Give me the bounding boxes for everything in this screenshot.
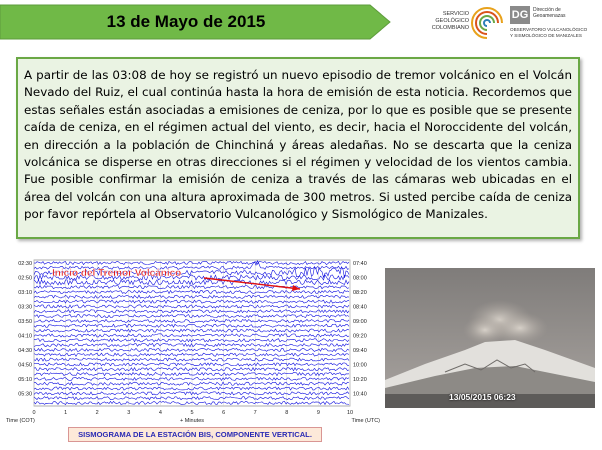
left-time-label: 03:10: [18, 289, 32, 296]
x-tick-label: 2: [95, 410, 99, 416]
date-banner: [0, 5, 392, 39]
dg-mark: DG: [510, 6, 530, 24]
right-time-label: 10:00: [353, 362, 367, 369]
dg-side-line-2: Geoamenazas: [533, 13, 566, 19]
sgc-line-3: COLOMBIANO: [431, 25, 469, 31]
seismogram-caption: SISMOGRAMA DE LA ESTACIÓN BIS, COMPONENTE VERTICAL.: [68, 427, 322, 442]
seismogram-figure: [4, 258, 382, 424]
right-time-label: 09:20: [353, 333, 367, 340]
dg-side-text: [533, 7, 566, 19]
left-axis-label: Time (COT): [6, 418, 35, 424]
right-time-label: 07:40: [353, 261, 367, 267]
volcano-photo: [385, 268, 595, 408]
dg-logo: [510, 4, 600, 42]
left-time-label: 02:30: [18, 261, 32, 267]
dg-bottom-line-1: OBSERVATORIO VULCANOLÓGICO: [510, 27, 588, 32]
sgc-line-1: SERVICIO: [442, 11, 469, 17]
x-tick-label: 10: [346, 410, 354, 416]
right-time-label: 08:20: [353, 289, 367, 296]
x-tick-label: 1: [64, 410, 68, 416]
left-time-label: 05:10: [18, 376, 32, 383]
right-axis-label: Time (UTC): [351, 418, 380, 424]
right-time-label: 10:20: [353, 376, 367, 383]
bulletin-paragraph: A partir de las 03:08 de hoy se registró un nuevo episodio de tremor volcánico en el Volcán Nevado del Ruiz, el cual continúa hasta la hora de emisión de esta noticia. Recordemos que estas señales están asociadas a emisiones de ceniza, por lo que es posible que se presente caída de ceniza, en el régimen actual del viento, es decir, hacia el Noroccidente del volcán, en dirección a la población de Chinchiná y áreas aledañas. No se descarta que la ceniza volcánica se disperse en otras direcciones si el régimen y velocidad de los vientos cambia. Fue posible confirmar la emisión de ceniza a través de las cámaras web ubicadas en el área del volcán con una altura aproximada de 300 metros. Si usted percibe caída de ceniza por favor repórtela al Observatorio Vulcanológico y Sismológico de Manizales.: [24, 68, 572, 222]
right-time-label: 08:40: [353, 304, 367, 311]
right-time-label: 08:00: [353, 275, 367, 282]
sgc-line-2: GEOLÓGICO: [435, 18, 469, 24]
dg-side-line-1: Dirección de: [533, 7, 561, 13]
x-tick-label: 0: [32, 410, 36, 416]
left-time-label: 04:10: [18, 333, 32, 340]
dg-bottom-line-2: Y SISMOLÓGICO DE MANIZALES: [510, 33, 582, 38]
bulletin-text-box: [16, 57, 580, 239]
x-tick-label: 6: [222, 410, 226, 416]
photo-timestamp: 13/05/2015 06:23: [449, 392, 516, 402]
right-time-label: 09:40: [353, 347, 367, 354]
x-tick-label: 5: [190, 410, 194, 416]
right-time-label: 10:40: [353, 391, 367, 398]
x-axis-label: + Minutes: [180, 418, 204, 424]
tremor-start-annotation: Inicio del Tremor Volcánico: [52, 268, 182, 279]
dg-bottom-text: [510, 27, 602, 39]
left-time-label: 02:50: [18, 275, 32, 282]
x-tick-label: 3: [127, 410, 131, 416]
left-time-label: 04:30: [18, 347, 32, 354]
sgc-logo-text: [405, 11, 469, 32]
left-time-label: 05:30: [18, 391, 32, 398]
left-time-label: 04:50: [18, 362, 32, 369]
x-tick-label: 9: [316, 410, 320, 416]
x-tick-label: 4: [158, 410, 162, 416]
left-time-label: 03:50: [18, 318, 32, 325]
date-title: 13 de Mayo de 2015: [106, 12, 266, 31]
sgc-logo: [405, 4, 503, 42]
x-tick-label: 8: [285, 410, 289, 416]
x-tick-label: 7: [253, 410, 257, 416]
right-time-label: 09:00: [353, 318, 367, 325]
sgc-spiral-icon: [469, 5, 505, 41]
left-time-label: 03:30: [18, 304, 32, 311]
